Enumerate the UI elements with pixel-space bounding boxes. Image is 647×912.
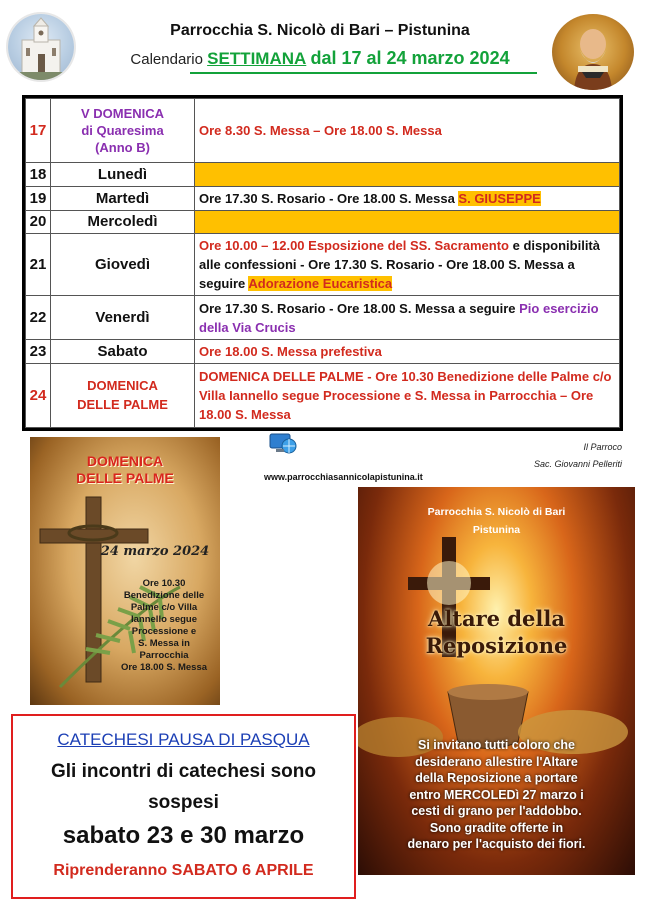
catechesi-line: sospesi <box>148 792 219 813</box>
day-events <box>195 296 620 340</box>
altar-poster-body <box>370 737 623 853</box>
day-events <box>195 340 620 363</box>
calendar-row <box>26 210 620 233</box>
event-text: Ore 18.00 S. Messa prefestiva <box>199 344 382 360</box>
catechesi-line: Gli incontri di catechesi sono <box>51 761 316 782</box>
palm-poster-line: Processione e <box>131 626 197 637</box>
palm-poster-title-line: DELLE PALME <box>76 470 174 486</box>
event-text: e disponibilità alle confessioni - Ore 17.30 S. Rosario - Ore 18.00 S. Messa a seguire <box>199 238 600 291</box>
day-number: 24 <box>26 363 51 427</box>
event-text: Pio esercizio della Via Crucis <box>199 300 599 335</box>
palm-poster-title <box>30 453 220 487</box>
day-events-empty <box>195 210 620 233</box>
altar-poster-line: Sono gradite offerte in <box>429 820 564 835</box>
calendar-row <box>26 186 620 210</box>
altar-poster-title-line: Altare della <box>428 606 565 631</box>
catechesi-title: CATECHESI PAUSA DI PASQUA <box>57 730 310 749</box>
day-name: Sabato <box>51 340 195 363</box>
event-text: Ore 8.30 S. Messa – Ore 18.00 S. Messa <box>199 123 442 139</box>
event-highlight: Adorazione Eucaristica <box>248 276 393 291</box>
altar-poster-header-line: Parrocchia S. Nicolò di Bari <box>427 506 566 518</box>
day-number: 20 <box>26 210 51 233</box>
day-events-empty <box>195 163 620 186</box>
palm-poster-line: Parrocchia <box>139 650 189 661</box>
calendar-row <box>26 296 620 340</box>
church-icon <box>8 14 74 80</box>
day-number: 23 <box>26 340 51 363</box>
altar-poster-line: desiderano allestire l'Altare <box>415 754 578 769</box>
subtitle-week: SETTIMANA <box>207 49 307 68</box>
palm-poster-title-line: DOMENICA <box>86 453 164 469</box>
calendar-row <box>26 363 620 427</box>
day-name-line: DELLE PALME <box>77 397 168 413</box>
altar-poster-title <box>358 605 635 659</box>
event-text: DOMENICA DELLE PALME - Ore 10.30 Benedizione delle Palme c/o Villa Iannello segue Processione e S. Messa in Parrocchia – Ore 18.00 S. Messa <box>199 368 612 422</box>
calendar-row <box>26 99 620 163</box>
altar-poster-line: denaro per l'acquisto dei fiori. <box>407 837 586 851</box>
calendar-row <box>26 340 620 363</box>
page-title: Parrocchia S. Nicolò di Bari – Pistunina <box>170 22 470 39</box>
event-highlight: S. GIUSEPPE <box>458 190 541 206</box>
day-name: Venerdì <box>51 296 195 340</box>
palm-poster-line: Benedizione delle <box>123 590 205 601</box>
parroco-role: Il Parroco <box>583 442 622 452</box>
calendar-table <box>25 98 620 428</box>
calendar-row <box>26 233 620 295</box>
day-name <box>51 363 195 427</box>
palm-sunday-poster <box>30 437 220 705</box>
altar-poster-line: entro MERCOLEDì 27 marzo i <box>409 787 584 802</box>
event-text: Ore 17.30 S. Rosario - Ore 18.00 S. Messa <box>199 190 459 206</box>
day-name: Martedì <box>51 186 195 210</box>
palm-poster-line: S. Messa in <box>138 638 190 649</box>
catechesi-resume: Riprenderanno SABATO 6 APRILE <box>53 862 314 879</box>
day-name <box>51 99 195 163</box>
catechesi-dates: sabato 23 e 30 marzo <box>62 822 305 849</box>
calendar-row <box>26 163 620 186</box>
parish-website-link[interactable]: www.parrocchiasannicolapistunina.it <box>264 472 423 482</box>
altar-poster-header <box>358 503 635 539</box>
catechesi-notice <box>11 714 356 899</box>
day-number: 19 <box>26 186 51 210</box>
parroco-name: Sac. Giovanni Pelleriti <box>533 459 622 469</box>
palm-poster-line: Ore 18.00 S. Messa <box>120 662 208 673</box>
day-name-line: di Quaresima <box>81 123 164 139</box>
palm-poster-date: 24 marzo 2024 <box>100 544 210 559</box>
day-name-line: V DOMENICA <box>80 106 165 122</box>
palm-poster-line: Palme c/o Villa <box>130 602 198 613</box>
subtitle-prefix: Calendario <box>130 51 203 68</box>
subtitle-dates: dal 17 al 24 marzo 2024 <box>310 48 510 68</box>
weekly-calendar <box>22 95 623 431</box>
day-name: Mercoledì <box>51 210 195 233</box>
day-events <box>195 233 620 295</box>
day-name: Lunedì <box>51 163 195 186</box>
palm-poster-details <box>108 578 220 674</box>
event-text: Ore 17.30 S. Rosario - Ore 18.00 S. Messa a seguire <box>199 300 520 316</box>
saint-icon <box>552 14 634 90</box>
day-name-line: (Anno B) <box>95 140 150 156</box>
parish-priest-signature <box>470 439 622 473</box>
computer-globe-icon <box>268 430 298 456</box>
day-name: Giovedì <box>51 233 195 295</box>
saint-nicholas-image <box>552 14 634 90</box>
altar-reposition-poster <box>358 487 635 875</box>
palm-poster-line: Ore 10.30 <box>142 578 186 589</box>
palm-poster-line: Iannello segue <box>131 614 197 625</box>
day-events <box>195 99 620 163</box>
altar-poster-line: della Reposizione a portare <box>415 771 578 785</box>
day-number: 18 <box>26 163 51 186</box>
altar-poster-line: cesti di grano per l'addobbo. <box>411 804 582 818</box>
day-number: 21 <box>26 233 51 295</box>
header-divider <box>190 72 537 74</box>
day-events <box>195 186 620 210</box>
day-number: 22 <box>26 296 51 340</box>
event-text: Ore 10.00 – 12.00 Esposizione del SS. Sacramento <box>199 238 509 253</box>
altar-poster-line: Si invitano tutti coloro che <box>418 738 575 752</box>
day-events <box>195 363 620 427</box>
day-name-line: DOMENICA <box>87 378 158 394</box>
page-subtitle <box>80 48 560 69</box>
church-photo <box>8 14 74 80</box>
altar-poster-header-line: Pistunina <box>472 524 521 536</box>
altar-poster-title-line: Reposizione <box>425 633 568 658</box>
day-number: 17 <box>26 99 51 163</box>
